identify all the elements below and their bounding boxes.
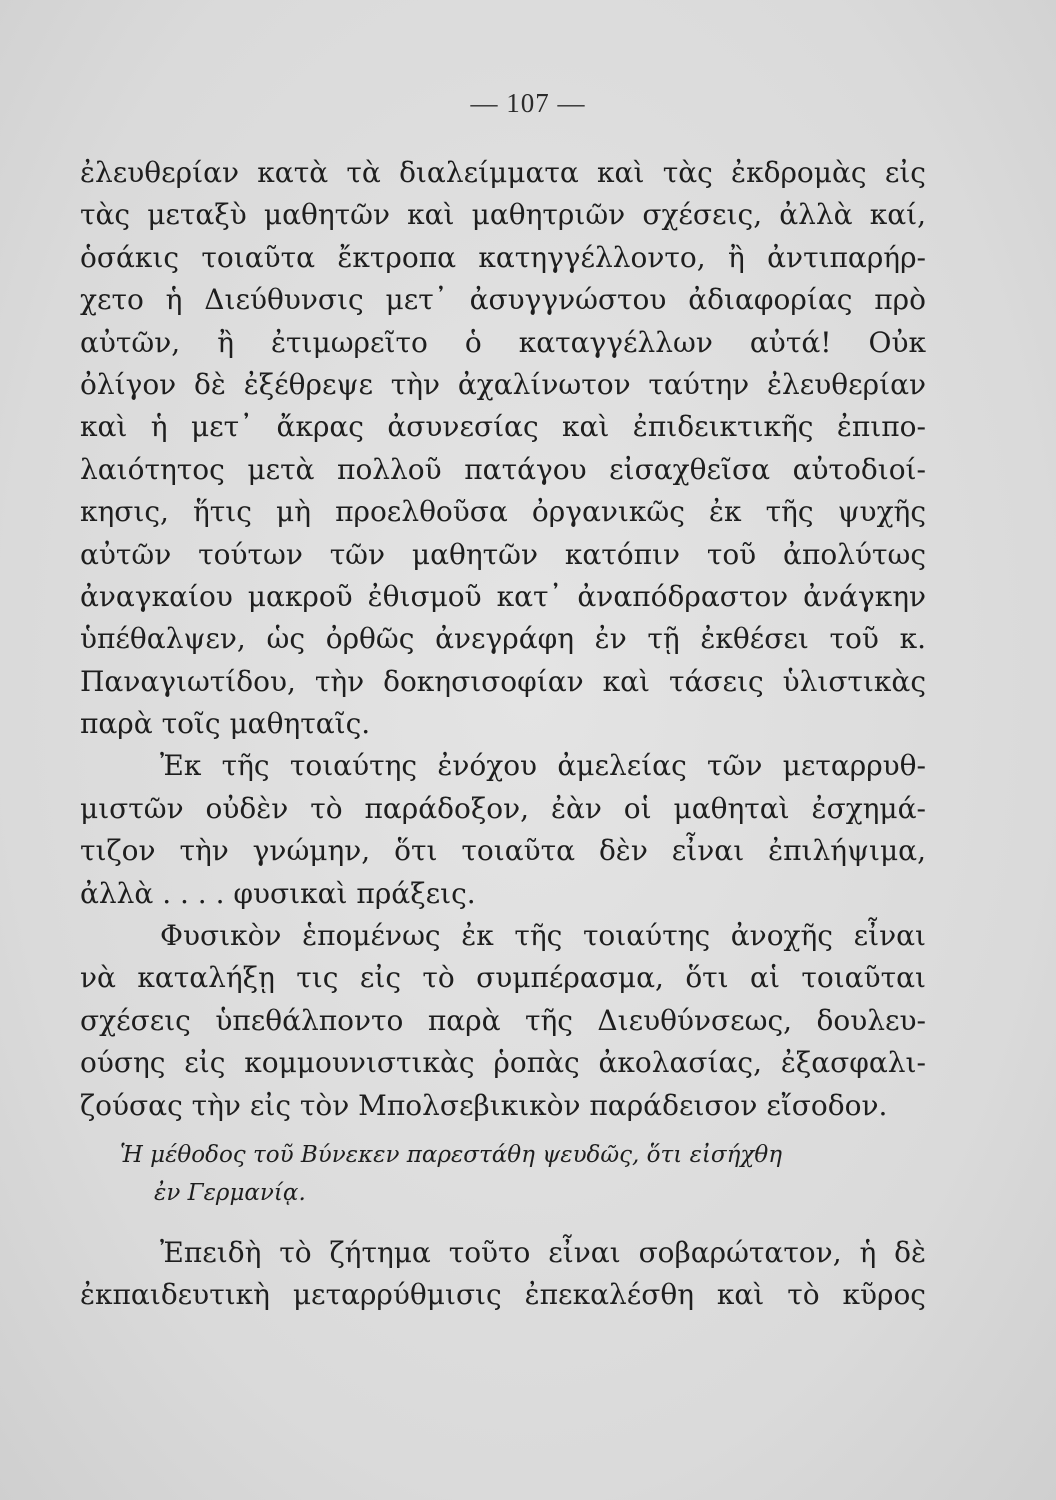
text-line: ὑπέθαλψεν, ὡς ὀρθῶς ἀνεγράφη ἐν τῇ ἐκθέσει τοῦ κ. [80,622,926,656]
main-text-block [80,152,926,1127]
text-line: τὰς μεταξὺ μαθητῶν καὶ μαθητριῶν σχέσεις, ἀλλὰ καί, [80,198,926,232]
text-line: ούσης εἰς κομμουνιστικὰς ῥοπὰς ἀκολασίας, ἐξασφαλι- [80,1046,926,1080]
heading-line: Ἡ μέθοδος τοῦ Βύνεκεν παρεστάθη ψευδῶς, ὅτι εἰσήχθη [120,1142,782,1168]
text-line: χετο ἡ Διεύθυνσις μετ᾽ ἀσυγγνώστου ἀδιαφορίας πρὸ [80,283,926,317]
text-line: ὁσάκις τοιαῦτα ἔκτροπα κατηγγέλλοντο, ἢ ἀντιπαρήρ- [80,240,926,274]
heading-line: ἐν Γερμανίᾳ. [154,1180,306,1206]
text-line: Παναγιωτίδου, τὴν δοκησισοφίαν καὶ τάσεις ὑλιστικὰς [80,664,926,698]
text-line: παρὰ τοῖς μαθηταῖς. [80,707,371,741]
text-line: ἀλλὰ . . . . φυσικαὶ πράξεις. [80,876,476,910]
page-number: — 107 — [470,88,586,118]
text-line: τιζον τὴν γνώμην, ὅτι τοιαῦτα δὲν εἶναι ἐπιλήψιμα, [80,834,926,868]
text-line: αὐτῶν τούτων τῶν μαθητῶν κατόπιν τοῦ ἀπολύτως [80,537,926,571]
text-line: σχέσεις ὑπεθάλποντο παρὰ τῆς Διευθύνσεως, δουλευ- [80,1003,926,1037]
text-line: νὰ καταλήξῃ τις εἰς τὸ συμπέρασμα, ὅτι αἱ τοιαῦται [80,961,926,995]
text-line: ἐκπαιδευτικὴ μεταρρύθμισις ἐπεκαλέσθη καὶ τὸ κῦρος [80,1278,926,1312]
section-heading [120,1136,926,1212]
text-line: ζούσας τὴν εἰς τὸν Μπολσεβικικὸν παράδεισον εἴσοδον. [80,1088,888,1122]
text-line: καὶ ἡ μετ᾽ ἄκρας ἀσυνεσίας καὶ ἐπιδεικτικῆς ἐπιπο- [80,410,926,444]
paragraph-first-line: Φυσικὸν ἑπομένως ἐκ τῆς τοιαύτης ἀνοχῆς εἶναι [160,919,926,953]
paragraph-first-line: Ἐπειδὴ τὸ ζήτημα τοῦτο εἶναι σοβαρώτατον, ἡ δὲ [160,1236,926,1269]
paragraph-first-line: Ἐκ τῆς τοιαύτης ἐνόχου ἀμελείας τῶν μεταρρυθ- [160,749,926,783]
closing-text-block [80,1232,926,1317]
text-line: κησις, ἥτις μὴ προελθοῦσα ὀργανικῶς ἐκ τῆς ψυχῆς [80,495,926,529]
text-line: ἐλευθερίαν κατὰ τὰ διαλείμματα καὶ τὰς ἐκδρομὰς εἰς [80,156,926,189]
text-line: μιστῶν οὐδὲν τὸ παράδοξον, ἐὰν οἱ μαθηταὶ ἐσχημά- [80,791,926,825]
text-line: αὐτῶν, ἢ ἐτιμωρεῖτο ὁ καταγγέλλων αὐτά! Οὐκ [80,325,926,359]
text-line: ἀναγκαίου μακροῦ ἐθισμοῦ κατ᾽ ἀναπόδραστον ἀνάγκην [80,579,926,613]
text-line: ὀλίγον δὲ ἐξέθρεψε τὴν ἀχαλίνωτον ταύτην ἐλευθερίαν [80,367,926,401]
text-line: λαιότητος μετὰ πολλοῦ πατάγου εἰσαχθεῖσα αὐτοδιοί- [80,452,926,486]
